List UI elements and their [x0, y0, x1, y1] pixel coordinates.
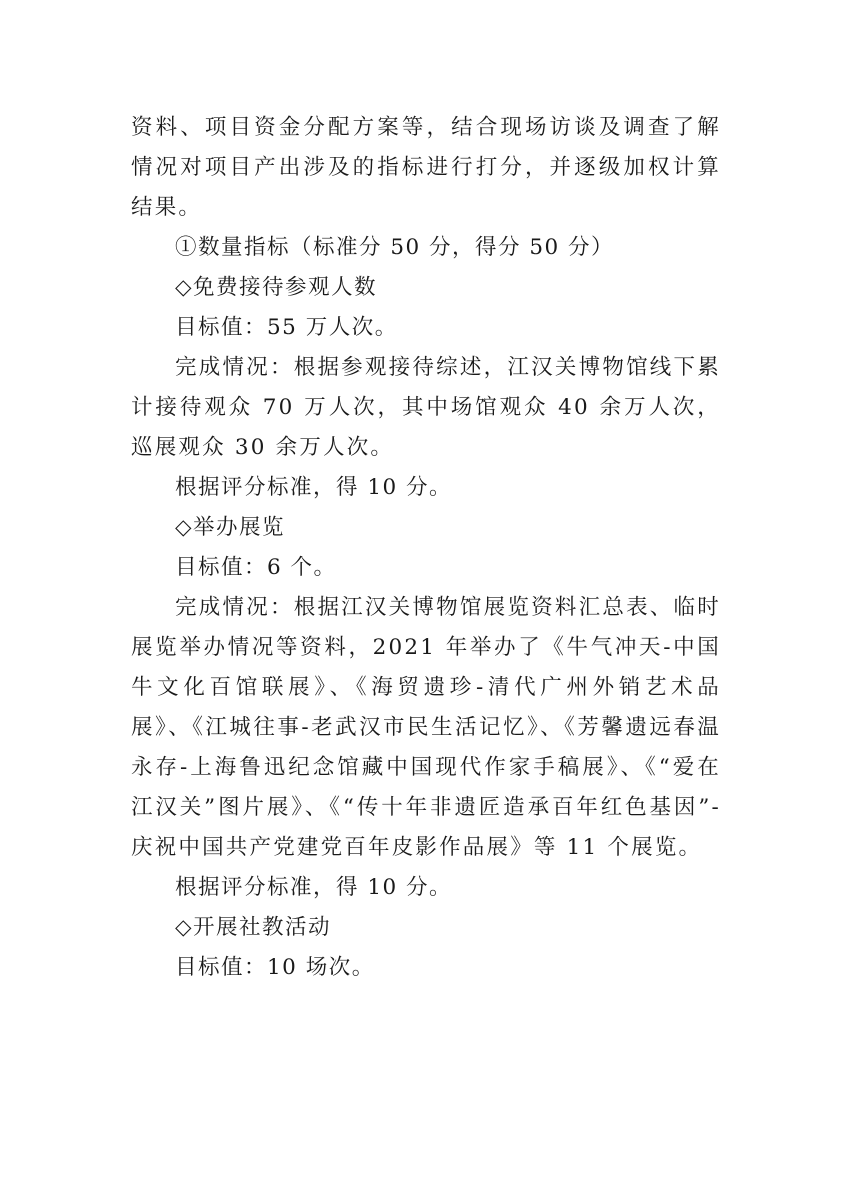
target-exhibitions: 目标值：6 个。 [175, 555, 337, 580]
target-free-visitors: 目标值：55 万人次。 [175, 315, 398, 340]
target-education-activities: 目标值：10 场次。 [175, 955, 375, 980]
document-body [131, 108, 721, 988]
item-education-activities: ◇开展社教活动 [175, 915, 332, 940]
score-exhibitions: 根据评分标准，得 10 分。 [175, 875, 453, 900]
item-exhibitions: ◇举办展览 [175, 515, 286, 540]
paragraph-method-continuation: 资料、项目资金分配方案等，结合现场访谈及调查了解情况对项目产出涉及的指标进行打分，并逐级加权计算结果。 [131, 115, 721, 220]
completion-free-visitors: 完成情况：根据参观接待综述，江汉关博物馆线下累计接待观众 70 万人次，其中场馆观众 40 余万人次，巡展观众 30 余万人次。 [131, 355, 721, 460]
item-free-visitors: ◇免费接待参观人数 [175, 275, 378, 300]
heading-quantity-indicator: ①数量指标（标准分 50 分，得分 50 分） [175, 235, 615, 260]
completion-exhibitions: 完成情况：根据江汉关博物馆展览资料汇总表、临时展览举办情况等资料，2021 年举办了《牛气冲天-中国牛文化百馆联展》、《海贸遗珍-清代广州外销艺术品展》、《江城往事-老武汉市民生活记忆》、《芳馨遗远春温永存-上海鲁迅纪念馆藏中国现代作家手稿展》、《“爱在江汉关”图片展》、《“传十年非遗匠造承百年红色基因”-庆祝中国共产党建党百年皮影作品展》等 11 个展览。 [131, 595, 721, 860]
score-free-visitors: 根据评分标准，得 10 分。 [175, 475, 453, 500]
